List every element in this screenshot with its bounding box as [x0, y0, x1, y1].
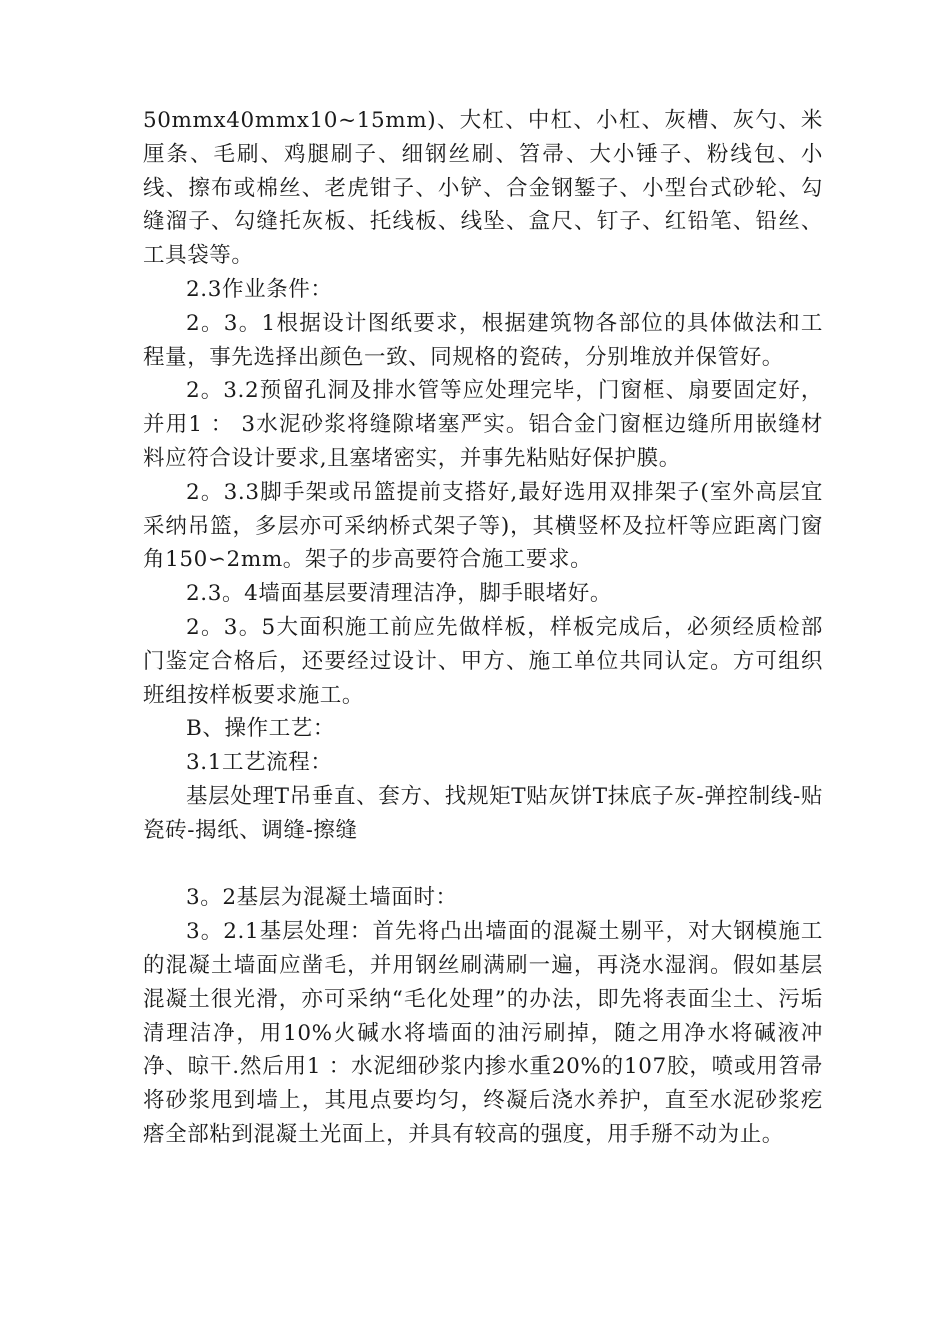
document-body — [143, 104, 823, 1152]
paragraph-process-flow: 基层处理T吊垂直、套方、找规矩T贴灰饼T抹底子灰-弹控制线-贴瓷砖-揭纸、调缝-擦缝 — [143, 783, 823, 843]
heading-concrete-wall: 3。2基层为混凝土墙面时： — [186, 885, 458, 911]
paragraph-2-3-2: 2。3.2预留孔洞及排水管等应处理完毕，门窗框、扇要固定好，并用1 ： 3水泥砂浆将缝隙堵塞严实。铝合金门窗框边缝所用嵌缝材料应符合设计要求,且塞堵密实，并事先粘贴好保护膜。 — [143, 378, 823, 471]
heading-work-conditions: 2.3作业条件： — [186, 276, 333, 302]
blank-line — [143, 848, 823, 882]
heading-process-flow: 3.1工艺流程： — [186, 750, 333, 776]
paragraph-2-3-5: 2。3。5大面积施工前应先做样板，样板完成后，必须经质检部门鉴定合格后，还要经过设计、甲方、施工单位共同认定。方可组织班组按样板要求施工。 — [143, 614, 823, 708]
heading-operation-process: B、操作工艺： — [186, 716, 336, 742]
paragraph-tools-list: 50mmx40mmx10~15mm)、大杠、中杠、小杠、灰槽、灰勺、米厘条、毛刷、鸡腿刷子、细钢丝刷、笤帚、大小锤子、粉线包、小线、擦布或棉丝、老虎钳子、小铲、合金钢錾子、小型台式砂轮、勾缝溜子、勾缝托灰板、托线板、线坠、盒尺、钉子、红铅笔、铅丝、工具袋等。 — [143, 108, 823, 269]
paragraph-3-2-1: 3。2.1基层处理：首先将凸出墙面的混凝土剔平，对大钢模施工的混凝土墙面应凿毛，并用钢丝刷满刷一遍，再浇水湿润。假如基层混凝土很光滑，亦可采纳“毛化处理”的办法，即先将表面尘土、污垢清理洁净，用10%火碱水将墙面的油污刷掉，随之用净水将碱液冲净、晾干.然后用1 ：水泥细砂浆内掺水重20%的107胶，喷或用笤帚将砂浆甩到墙上，其甩点要均匀，终凝后浇水养护，直至水泥砂浆疙瘩全部粘到混凝土光面上，并具有较高的强度，用手掰不动为止。 — [143, 919, 823, 1147]
paragraph-2-3-4: 2.3。4墙面基层要清理洁净，脚手眼堵好。 — [186, 581, 612, 607]
paragraph-2-3-3: 2。3.3脚手架或吊篮提前支搭好,最好选用双排架子(室外高层宜采纳吊篮，多层亦可采纳桥式架子等)，其横竖杯及拉杆等应距离门窗角150∽2mm。架子的步高要符合施工要求。 — [143, 479, 823, 573]
paragraph-2-3-1: 2。3。1根据设计图纸要求，根据建筑物各部位的具体做法和工程量，事先选择出颜色一致、同规格的瓷砖，分别堆放并保管好。 — [143, 310, 823, 370]
